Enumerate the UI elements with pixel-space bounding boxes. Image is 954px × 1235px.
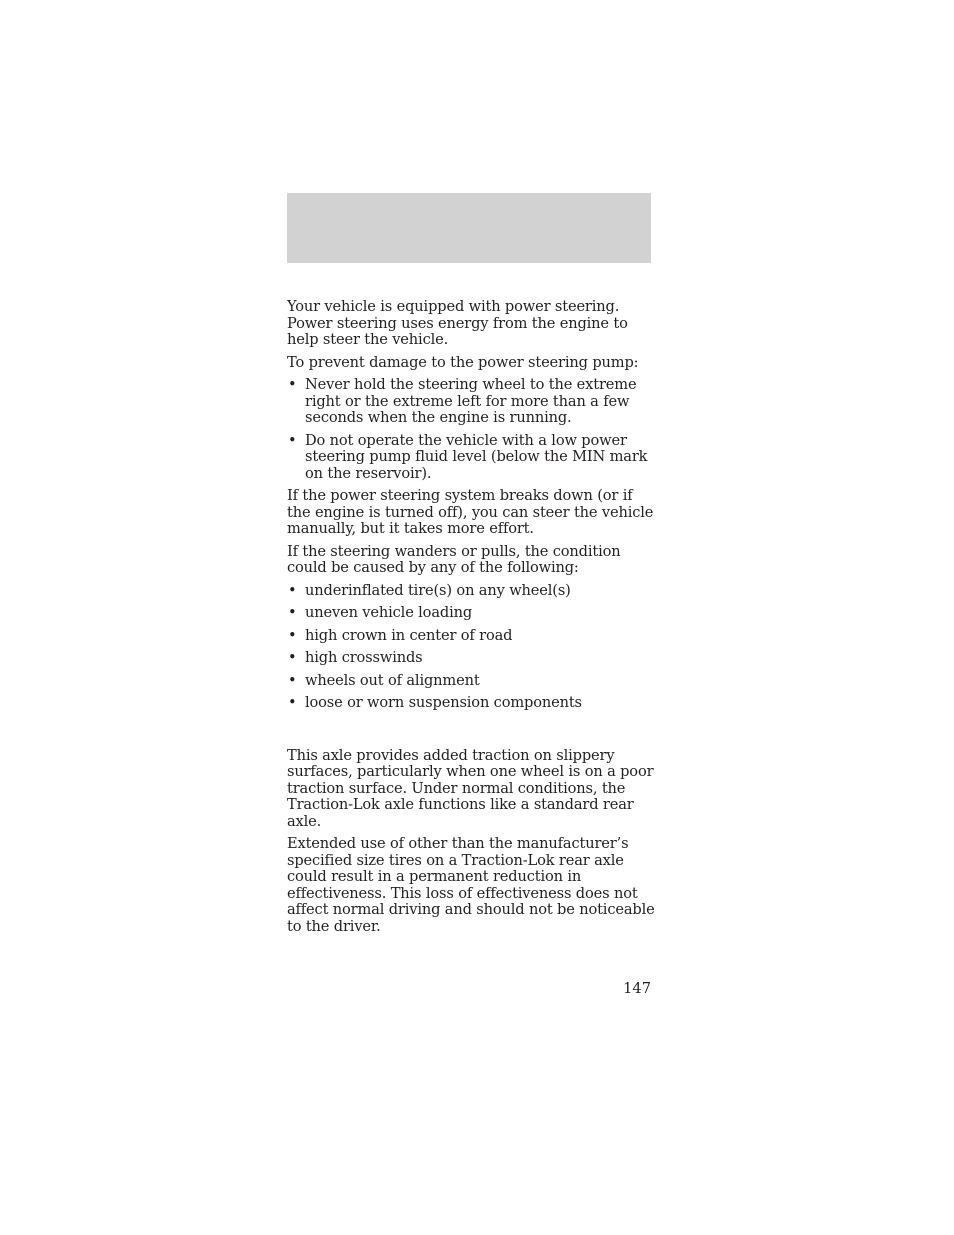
page-number: 147 [623,980,651,997]
prevent-damage-heading: To prevent damage to the power steering pump: [287,353,639,371]
steering-wanders-list [287,583,655,712]
section-header-band [287,193,651,263]
list-item: • loose or worn suspension components [287,695,655,712]
list-item: • uneven vehicle loading [287,605,655,622]
list-item: • Never hold the steering wheel to the extreme right or the extreme left for more than a few seconds when the engine is running. [287,377,655,427]
list-item: • Do not operate the vehicle with a low power steering pump fluid level (below the MIN mark on the reservoir). [287,433,655,483]
traction-lok-paragraph-1: This axle provides added traction on slippery surfaces, particularly when one wheel is on a poor traction surface. Under normal conditions, the Traction-Lok axle functions like a standard rear axle. [287,746,654,830]
steering-wanders-heading: If the steering wanders or pulls, the condition could be caused by any of the following: [287,542,621,576]
list-item: • underinflated tire(s) on any wheel(s) [287,583,655,600]
list-item: • wheels out of alignment [287,673,655,690]
breakdown-paragraph: If the power steering system breaks down (or if the engine is turned off), you can steer the vehicle manually, but it takes more effort. [287,487,654,537]
traction-lok-paragraph-2: Extended use of other than the manufacturer’s specified size tires on a Traction-Lok rear axle could result in a permanent reduction in effectiveness. This loss of effectiveness does not affect normal driving and should not be noticeable to the driver. [287,835,655,935]
list-item: • high crown in center of road [287,628,655,645]
list-item: • high crosswinds [287,650,655,667]
section-spacer [287,718,655,748]
page-content [287,299,655,941]
prevent-damage-list [287,377,655,482]
power-steering-intro: Your vehicle is equipped with power steering. Power steering uses energy from the engine to help steer the vehicle. [287,298,628,348]
